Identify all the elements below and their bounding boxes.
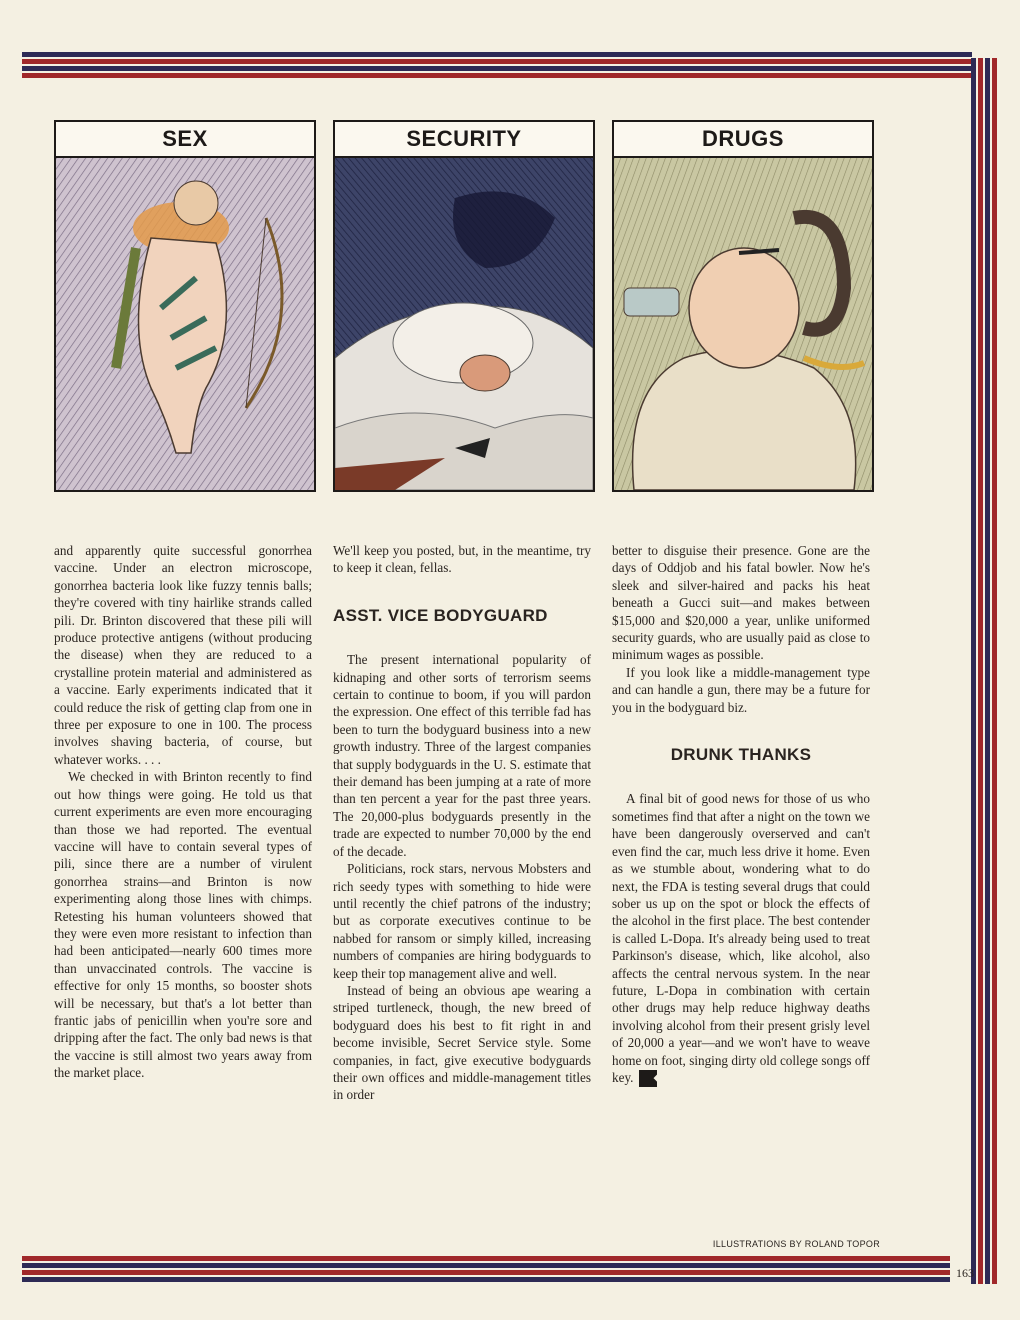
border-stripe-bottom — [22, 1256, 950, 1261]
panel-title: DRUGS — [614, 122, 872, 158]
border-stripe-right — [971, 58, 976, 1284]
drinking-man-illustration — [614, 158, 872, 490]
rabbit-end-mark-icon: ◆ — [639, 1070, 657, 1087]
panel-title: SEX — [56, 122, 314, 158]
body-paragraph: Politicians, rock stars, nervous Mobsters and rich seedy types with something to hide were until recently the chief patrons of the industry; but as corporate executives continue to be nabbed for ransom or simply killed, increasing numbers of companies are hiring bodyguards to keep their top management alive and well. — [333, 861, 591, 981]
section-heading: ASST. VICE BODYGUARD — [333, 605, 548, 625]
border-stripe-top — [22, 66, 972, 71]
border-stripe-top — [22, 73, 972, 78]
border-stripe-right — [978, 58, 983, 1284]
illustration-credit: ILLUSTRATIONS BY ROLAND TOPOR — [712, 1239, 880, 1249]
border-stripe-right — [985, 58, 990, 1284]
illustration-panel-sex — [54, 120, 316, 492]
illustration-panel-security — [333, 120, 595, 492]
text-column-2 — [333, 542, 591, 1104]
body-paragraph: Instead of being an obvious ape wearing a striped turtleneck, though, the new breed of bodyguard does his best to fit right in and become invisible, Secret Service style. Some companies, in fact, give executive bodyguards their own offices and middle-management titles in order — [333, 982, 591, 1103]
body-paragraph: better to disguise their presence. Gone are the days of Oddjob and his fatal bowler. Now he's sleek and silver-haired and packs his heat beneath a Gucci suit—and makes between $15,000 and $20,000 a year, unlike uniformed security guards, who are usually paid as close to minimum wages as possible. — [612, 543, 870, 663]
text-column-1 — [54, 542, 312, 1082]
body-paragraph-text: A final bit of good news for those of us who sometimes find that after a night on the town we have been dangerously overserved and can't even find the car, much less drive it home. Even as we stumble about, wondering what to do next, the FDA is testing several drugs that could sober us up on the spot or block the effects of the alcohol in the first place. The best contender is called L-Dopa. It's already being used to treat Parkinson's disease, which, like alcohol, also affects the central nervous system. In the near future, L-Dopa in combination with certain other drugs may help reduce highway deaths involving alcohol from their present grisly level of 20,000 a year—and we won't have to weave home on foot, singing dirty old college songs off key. — [612, 791, 870, 1085]
border-stripe-bottom — [22, 1277, 950, 1282]
border-stripe-bottom — [22, 1270, 950, 1275]
body-paragraph: and apparently quite successful gonorrhea vaccine. Under an electron microscope, gonorrhea bacteria look like fuzzy tennis balls; they're covered with tiny hairlike strands called pili. Dr. Brinton discovered that these pili will produce protective antigens (without producing the disease) when they are reduced to a crystalline protein material and administered as a vaccine. Early experiments indicated that it could reduce the risk of getting clap from one in three per exposure to one in 100. The process involves shaving bacteria, of course, but whatever works. . . . — [54, 543, 312, 767]
border-stripe-bottom — [22, 1263, 950, 1268]
body-paragraph: We checked in with Brinton recently to find out how things were going. He told us that current experiments are even more encouraging than those we had reported. The eventual vaccine will have to contain several types of pili, since there are a number of virulent gonorrhea strains—and Brinton is now experimenting along those lines with chimps. Retesting his human volunteers showed that they were even more resistant to infection than had been anticipated—nearly 600 times more than unvaccinated controls. The vaccine is effective for only 15 months, so booster shots will be necessary, but that's a lot better than frantic jabs of penicillin when you're sore and dripping after the fact. The only bad news is that the vaccine is still almost two years away from the market place. — [54, 769, 312, 1081]
text-column-3 — [612, 542, 870, 1087]
border-stripe-right — [992, 58, 997, 1284]
cupid-illustration — [56, 158, 314, 490]
bed-illustration — [335, 158, 593, 490]
section-heading: DRUNK THANKS — [670, 745, 812, 765]
illustration-panel-drugs — [612, 120, 874, 492]
body-paragraph: If you look like a middle-management type and can handle a gun, there may be a future for you in the bodyguard biz. — [612, 664, 870, 715]
border-stripe-top — [22, 59, 972, 64]
panel-title: SECURITY — [335, 122, 593, 158]
body-paragraph: We'll keep you posted, but, in the meantime, try to keep it clean, fellas. — [333, 543, 591, 576]
body-paragraph — [612, 790, 870, 1087]
border-stripe-top — [22, 52, 972, 57]
body-paragraph: The present international popularity of kidnaping and other sorts of terrorism seems certain to continue to boom, if you will pardon the expression. One effect of this terrible fad has been to turn the bodyguard business into a new growth industry. Three of the largest companies that supply bodyguards in the U. S. estimate that their demand has been jumping at a rate of more than ten percent a year for the past three years. The 20,000-plus bodyguards presently in the trade are expected to number 70,000 by the end of the decade. — [333, 652, 591, 859]
page-number: 163 — [956, 1266, 974, 1280]
